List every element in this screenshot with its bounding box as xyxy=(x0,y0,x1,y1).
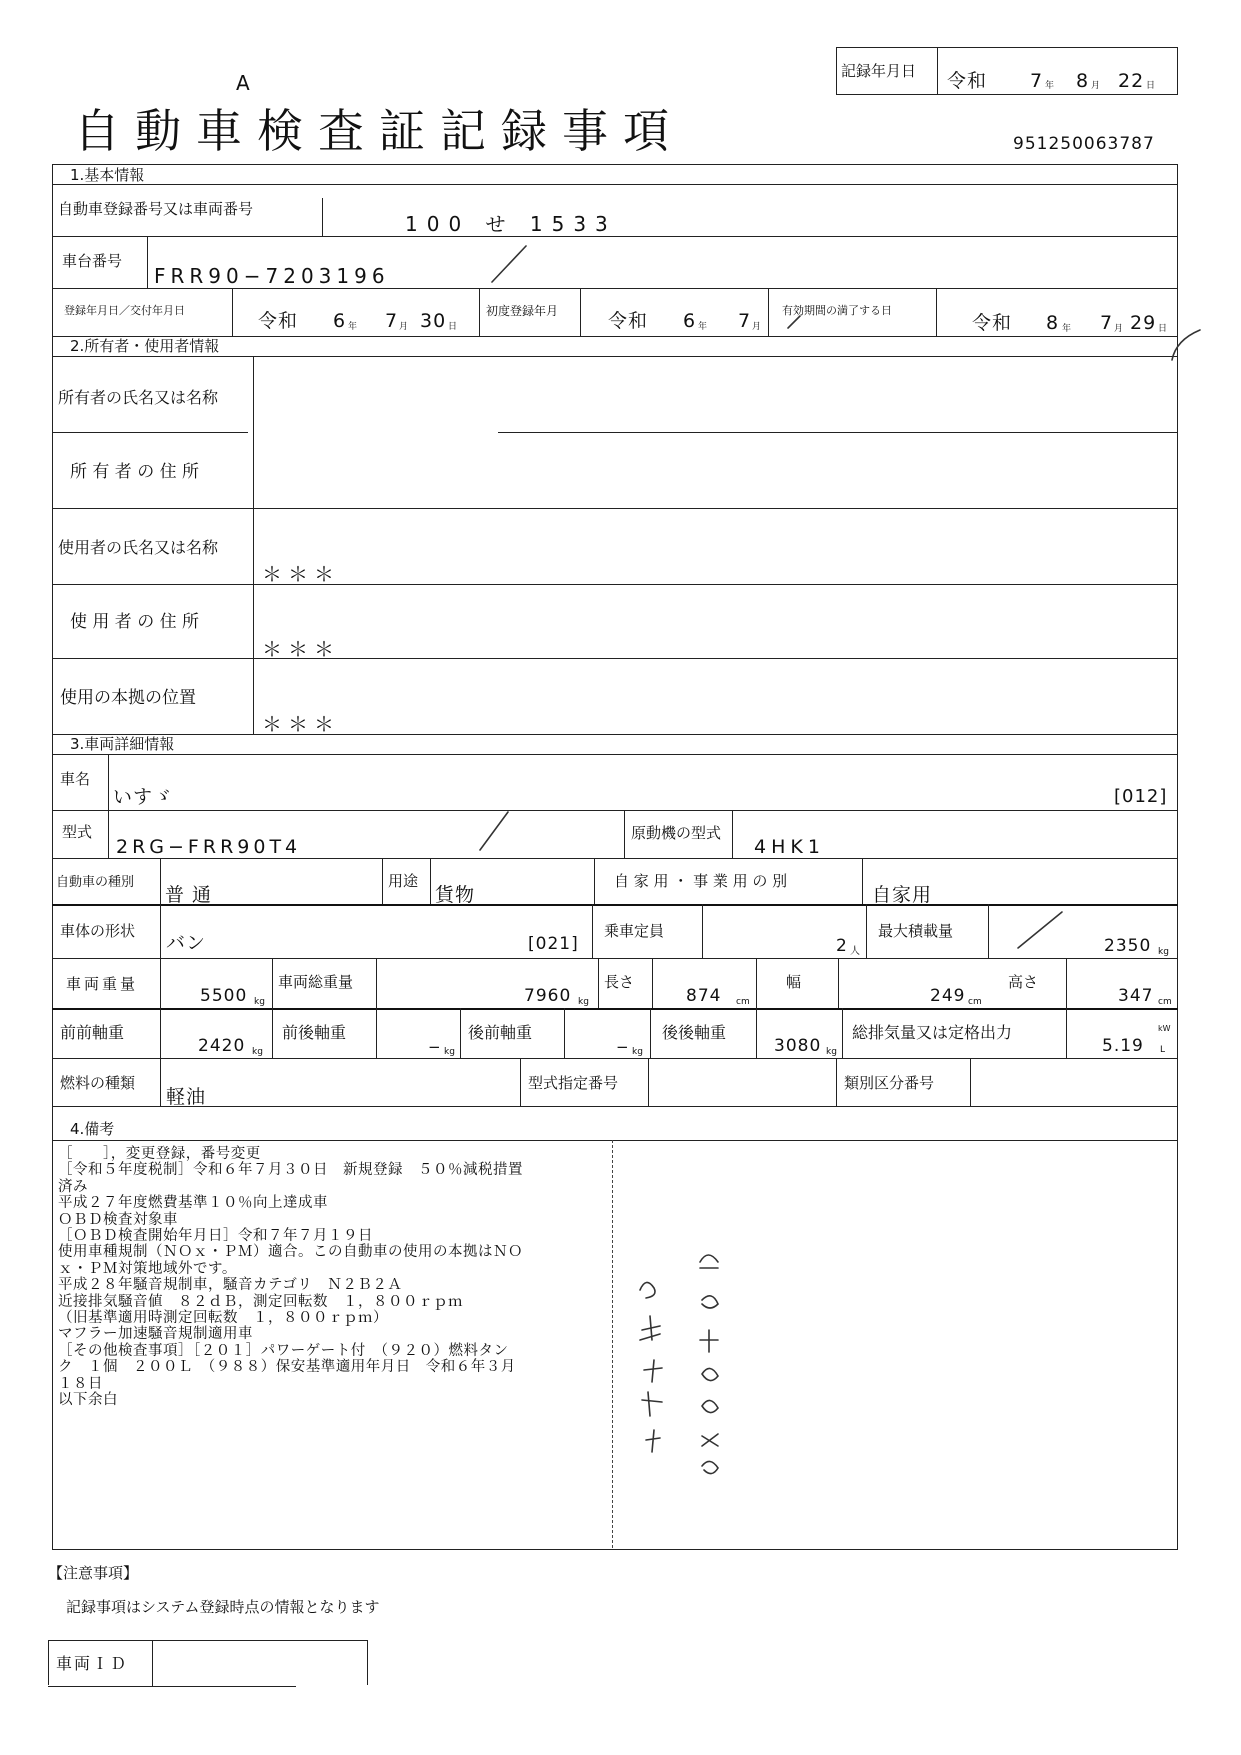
length: 874 xyxy=(686,986,722,1006)
engine-model: 4HK1 xyxy=(754,836,825,858)
remark-line: ＯＢＤ検査対象車 xyxy=(58,1211,178,1228)
expiry-label: 有効期間の満了する日 xyxy=(782,304,892,317)
ff-axle: 2420 xyxy=(198,1036,246,1056)
chassis-label: 車台番号 xyxy=(62,252,123,270)
model: 2RG−FRR90T4 xyxy=(116,836,302,858)
record-date-year: 7 xyxy=(1030,70,1044,92)
remark-line: （旧基準適用時測定回転数 １，８００ｒｐｍ） xyxy=(58,1310,388,1327)
fuel: 軽油 xyxy=(166,1086,207,1108)
car-name-code: [012] xyxy=(1114,786,1168,807)
section2-title: 2.所有者・使用者情報 xyxy=(70,337,220,355)
weight-label: 車両重量 xyxy=(66,975,139,993)
document-page: A 自動車検査証記録事項 記録年月日 令和 7 年 8 月 22 日 951250063787 1.基本情報 自動車登録番号又は車両番号 100 せ 1533 車台番号 FRR90−7203196 登録年月日／交付年月日 令和 6 年 7 月 30 日 初度登録年月 令和 6 年 7 月 有効期間の満了する日 令和 8 年 7 月 29 日 2.所有者・使用者情報 所有者の氏名又は名称 所 有 者 の 住 所 使用者の氏名又は名称 ＊＊＊ 使 用 者 の 住 所 ＊＊＊ 使用の本拠の位置 ＊＊＊ 3.車両詳細情報 車名 いすゞ [012] 型式 2RG−FRR90T4 原動機の型式 4HK1 自動車の種別 普 通 用途 貨物 自 家 用 ・ 事 業 用 の 別 自家用 車体の形状 バン [021] 乗車定員 2 人 最大積載量 2350 kg 車両重量 5500 kg 車両総重量 7960 kg 長さ 874 cm 幅 249 cm 高さ 347 cm 前前軸重 2420 kg 前後軸重 − kg 後前軸重 − kg 後後軸重 3080 kg 総排気量又は定格出力 5.19 kW L 燃料の種類 軽油 型式指定番号 類別区分番号 4.備考 ［ ］，変更登録，番号変更 ［令和５年度税制］令和６年７月３０日 新規登録 ５０％減税措置 済み 平成２７年度燃費基準１０％向上達成車 ＯＢＤ検査対象車 ［ＯＢＤ検査開始年月日］令和７年７月１９日 使用車種規制（ＮＯｘ・ＰＭ）適合。この自動車の使用の本拠はＮＯ ｘ・ＰＭ対策地域外です。 平成２８年騒音規制車，騒音カテゴリ Ｎ２Ｂ２Ａ 近接排気騒音値 ８２ｄＢ，測定回転数 １，８００ｒｐｍ （旧基準適用時測定回転数 １，８００ｒｐｍ） マフラー加速騒音規制適用車 ［その他検査事項］［２０１］パワーゲート付 （９２０）燃料タン ク １個 ２００Ｌ （９８８）保安基準適用年月日 令和６年３月 １８日 以下余白 【注意事項】 記録事項はシステム登録時点の情報となります 車両ＩＤ xyxy=(0,0,1241,1755)
first-reg-era: 令和 xyxy=(608,310,649,332)
remark-line: 平成２８年騒音規制車，騒音カテゴリ Ｎ２Ｂ２Ａ xyxy=(58,1277,403,1294)
page-title: 自動車検査証記録事項 xyxy=(74,104,684,158)
remark-line: ［ＯＢＤ検査開始年月日］令和７年７月１９日 xyxy=(58,1228,373,1245)
record-date-label: 記録年月日 xyxy=(841,62,917,80)
height-label: 高さ xyxy=(1008,973,1039,991)
first-reg-label: 初度登録年月 xyxy=(486,304,559,318)
gross-weight-label: 車両総重量 xyxy=(278,973,354,991)
kind: 普 通 xyxy=(165,884,213,906)
owner-address-label: 所 有 者 の 住 所 xyxy=(70,462,200,482)
notes-title: 【注意事項】 xyxy=(48,1564,139,1582)
displacement-label: 総排気量又は定格出力 xyxy=(852,1023,1013,1042)
remark-line: 済み xyxy=(58,1178,88,1195)
form-letter: A xyxy=(236,71,250,95)
remark-line: ［ ］，変更登録，番号変更 xyxy=(58,1146,261,1162)
width-label: 幅 xyxy=(786,973,802,991)
fr-axle-label: 前後軸重 xyxy=(282,1023,347,1042)
car-name: いすゞ xyxy=(113,786,174,808)
vehicle-id-label: 車両ＩＤ xyxy=(56,1654,129,1673)
fr-axle: − xyxy=(428,1038,442,1056)
remark-line: ク １個 ２００Ｌ （９８８）保安基準適用年月日 令和６年３月 xyxy=(58,1359,516,1376)
rr-axle: 3080 xyxy=(774,1036,822,1056)
weight: 5500 xyxy=(200,986,248,1006)
private-business-label: 自 家 用 ・ 事 業 用 の 別 xyxy=(614,872,788,890)
category-label: 類別区分番号 xyxy=(844,1074,935,1092)
remark-line: 平成２７年度燃費基準１０％向上達成車 xyxy=(58,1195,328,1212)
width: 249 xyxy=(930,986,966,1006)
user-address-label: 使 用 者 の 住 所 xyxy=(70,612,200,632)
max-load-label: 最大積載量 xyxy=(878,922,954,940)
user-address: ＊＊＊ xyxy=(262,637,340,661)
kind-label: 自動車の種別 xyxy=(56,875,135,890)
engine-model-label: 原動機の型式 xyxy=(631,824,722,842)
user-name: ＊＊＊ xyxy=(262,562,340,586)
record-date-day: 22 xyxy=(1118,70,1145,92)
remark-line: １８日 xyxy=(58,1375,103,1392)
base-location: ＊＊＊ xyxy=(262,712,340,736)
remark-line: ｘ・ＰＭ対策地域外です。 xyxy=(58,1260,237,1277)
car-name-label: 車名 xyxy=(60,770,91,788)
fuel-label: 燃料の種類 xyxy=(60,1074,136,1092)
capacity-label: 乗車定員 xyxy=(604,922,665,940)
reg-date-era: 令和 xyxy=(258,310,299,332)
remark-line: 使用車種規制（ＮＯｘ・ＰＭ）適合。この自動車の使用の本拠はＮＯ xyxy=(58,1244,523,1261)
rr-axle-label: 後後軸重 xyxy=(662,1023,727,1042)
remark-line: 近接排気騒音値 ８２ｄＢ，測定回転数 １，８００ｒｐｍ xyxy=(58,1293,463,1310)
remark-line: 以下余白 xyxy=(58,1392,118,1409)
document-number: 951250063787 xyxy=(1013,134,1155,154)
reg-number-label: 自動車登録番号又は車両番号 xyxy=(58,200,254,218)
owner-name-label: 所有者の氏名又は名称 xyxy=(58,388,219,407)
ff-axle-label: 前前軸重 xyxy=(60,1023,125,1042)
body-shape-label: 車体の形状 xyxy=(60,922,136,940)
displacement: 5.19 xyxy=(1102,1036,1144,1056)
purpose: 貨物 xyxy=(435,884,476,906)
expiry-era: 令和 xyxy=(972,312,1013,334)
body-shape: バン xyxy=(166,932,207,954)
capacity: 2 xyxy=(836,936,848,956)
rf-axle: − xyxy=(616,1038,630,1056)
height: 347 xyxy=(1118,986,1154,1006)
section1-title: 1.基本情報 xyxy=(70,166,145,184)
record-date-era: 令和 xyxy=(947,70,988,92)
section3-title: 3.車両詳細情報 xyxy=(70,735,175,753)
record-date-month: 8 xyxy=(1076,70,1090,92)
private-business: 自家用 xyxy=(872,884,933,906)
notes-text: 記録事項はシステム登録時点の情報となります xyxy=(66,1598,380,1616)
remark-line: ［その他検査事項］［２０１］パワーゲート付 （９２０）燃料タン xyxy=(58,1342,509,1359)
length-label: 長さ xyxy=(604,973,635,991)
base-location-label: 使用の本拠の位置 xyxy=(60,688,196,708)
user-name-label: 使用者の氏名又は名称 xyxy=(58,538,219,557)
purpose-label: 用途 xyxy=(388,872,419,890)
gross-weight: 7960 xyxy=(524,986,572,1006)
remark-line: ［令和５年度税制］令和６年７月３０日 新規登録 ５０％減税措置 xyxy=(58,1162,523,1179)
chassis-number: FRR90−7203196 xyxy=(154,264,390,288)
body-shape-code: [021] xyxy=(528,934,579,954)
reg-number: 100 せ 1533 xyxy=(405,212,617,236)
rf-axle-label: 後前軸重 xyxy=(468,1023,533,1042)
section4-title: 4.備考 xyxy=(70,1120,115,1138)
remark-line: マフラー加速騒音規制適用車 xyxy=(58,1326,253,1343)
model-label: 型式 xyxy=(62,823,93,841)
max-load: 2350 xyxy=(1104,936,1152,956)
reg-date-label: 登録年月日／交付年月日 xyxy=(64,304,185,317)
type-designation-label: 型式指定番号 xyxy=(528,1074,619,1092)
